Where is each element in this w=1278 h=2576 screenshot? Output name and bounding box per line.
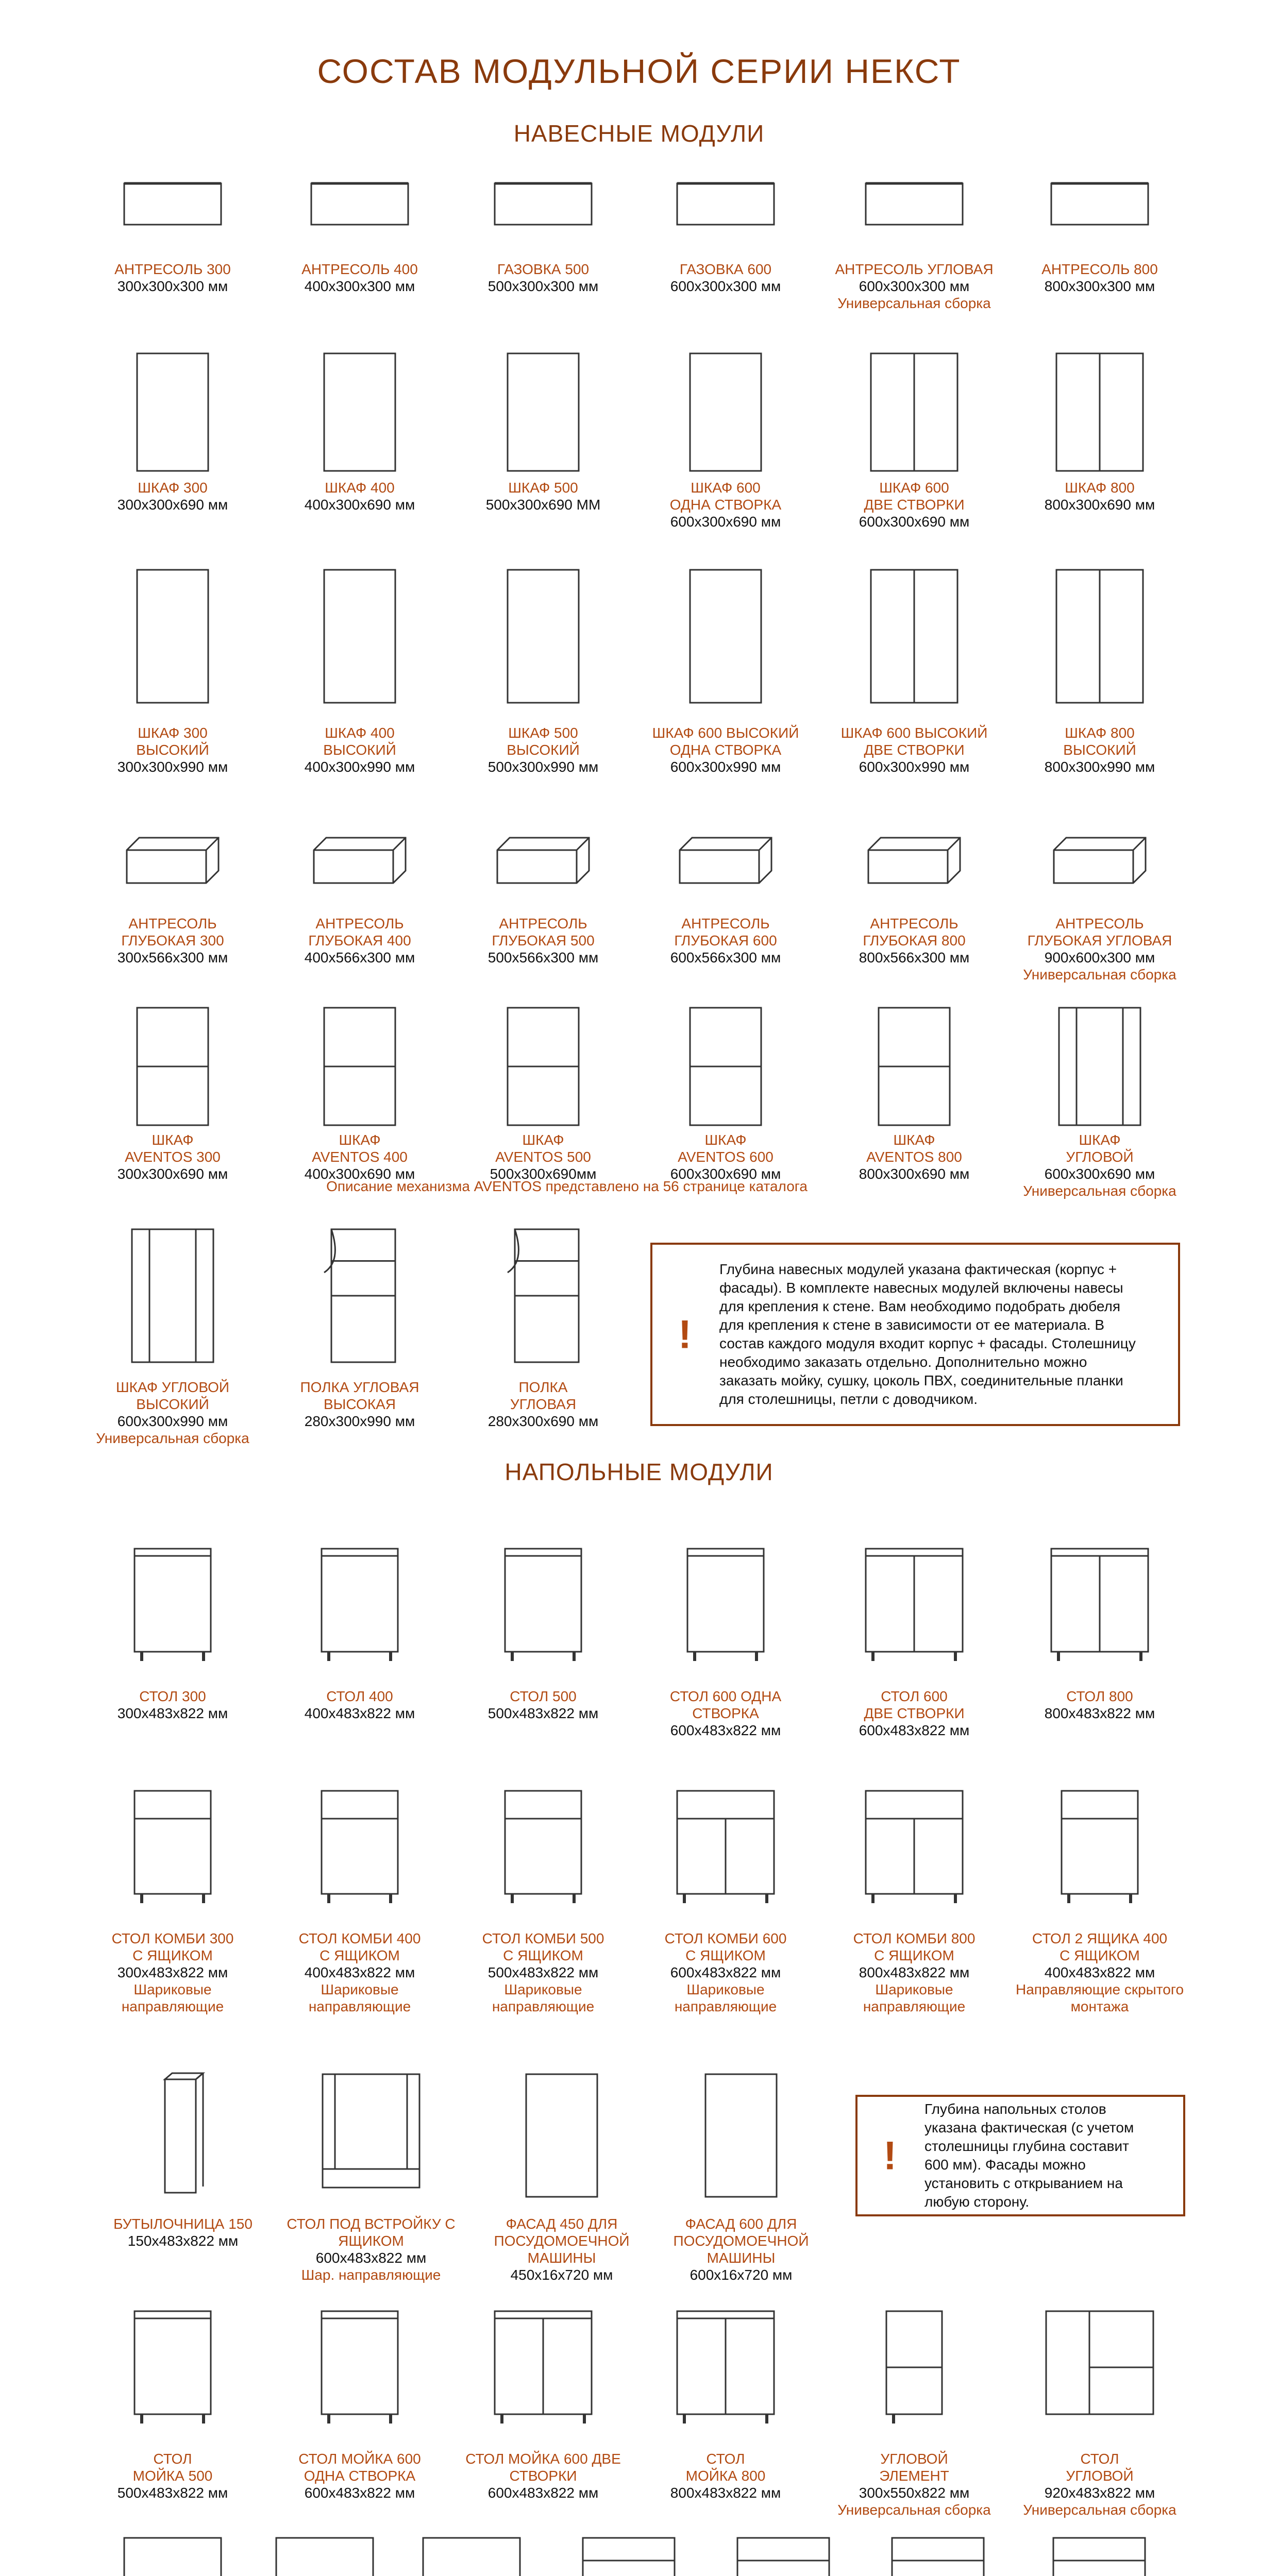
module-note: Универсальная сборка bbox=[1023, 967, 1176, 982]
floor-drawers-2-icon bbox=[242, 2535, 407, 2576]
module-dimensions: 280х300х690 мм bbox=[487, 1413, 599, 1429]
wall-module bbox=[633, 479, 818, 530]
module-label: АНТРЕСОЛЬ ГЛУБОКАЯ 400 bbox=[308, 916, 411, 948]
module-dimensions: 900х600х300 мм bbox=[1044, 950, 1155, 965]
wall-module bbox=[267, 724, 452, 775]
floor-drawers-3-icon bbox=[546, 2535, 711, 2576]
module-dimensions: 400х566х300 мм bbox=[304, 950, 415, 965]
wall-module bbox=[450, 261, 636, 295]
module-label: АНТРЕСОЛЬ ГЛУБОКАЯ 300 bbox=[121, 916, 224, 948]
wall-cabinet-aventos-icon bbox=[90, 1005, 255, 1128]
module-dimensions: 500х300х690 ММ bbox=[485, 497, 601, 513]
wall-cabinet-small-icon bbox=[643, 180, 808, 228]
module-label: ГАЗОВКА 500 bbox=[497, 261, 590, 277]
module-dimensions: 500х483х822 мм bbox=[487, 1705, 599, 1721]
floor-drawers-2-icon bbox=[389, 2535, 554, 2576]
floor-drawers-3-icon bbox=[1017, 2535, 1182, 2576]
module-dimensions: 600х300х300 мм bbox=[670, 278, 781, 294]
floor-section-title: НАПОЛЬНЫЕ МОДУЛИ bbox=[505, 1459, 773, 1485]
wall-info-box bbox=[650, 1243, 1180, 1426]
floor-module bbox=[267, 1930, 452, 2015]
module-label: ГАЗОВКА 600 bbox=[679, 261, 772, 277]
wall-cabinet-small-icon bbox=[461, 180, 626, 228]
floor-drawers-3-icon bbox=[701, 2535, 866, 2576]
module-label: ШКАФ 600 ОДНА СТВОРКА bbox=[669, 480, 782, 513]
module-dimensions: 600х483х822 мм bbox=[859, 1722, 970, 1738]
wall-cabinet-deep-icon bbox=[90, 835, 255, 886]
wall-module bbox=[633, 915, 818, 966]
wall-cabinet-tall-icon bbox=[90, 567, 255, 706]
module-label: АНТРЕСОЛЬ ГЛУБОКАЯ УГЛОВАЯ bbox=[1027, 916, 1172, 948]
floor-facade-icon bbox=[479, 2071, 644, 2200]
module-label: АНТРЕСОЛЬ 800 bbox=[1041, 261, 1158, 277]
module-dimensions: 300х300х690 мм bbox=[117, 497, 228, 513]
wall-info-text: Глубина навесных модулей указана фактическая (корпус + фасады). В комплекте навесных модулей включены навесы для крепления к стене. Вам необходимо подобрать дюбеля для крепления к стене в зависимости от ее материала. В состав каждого модуля входит корпус + фасады. Столешницу необходимо заказать отдельно. Дополнительно можно заказать мойку, сушку, цоколь ПВХ, соединительные планки для столешницы, петли с доводчиком. bbox=[719, 1261, 1136, 1407]
floor-base-single-icon bbox=[277, 2308, 442, 2427]
floor-base-double-icon bbox=[461, 2308, 626, 2427]
module-note: Шар. направляющие bbox=[301, 2267, 441, 2283]
module-dimensions: 300х483х822 мм bbox=[117, 1705, 228, 1721]
module-label: СТОЛ 600 ОДНА СТВОРКА bbox=[669, 1688, 782, 1721]
wall-cabinet-tall-icon bbox=[461, 350, 626, 474]
module-dimensions: 800х483х822 мм bbox=[1044, 1705, 1155, 1721]
wall-module bbox=[821, 261, 1007, 312]
wall-cabinet-tall-double-icon bbox=[1017, 567, 1182, 706]
floor-module bbox=[1007, 1930, 1192, 2015]
floor-module bbox=[80, 1930, 265, 2015]
floor-info-box bbox=[855, 2095, 1185, 2216]
wall-cabinet-deep-icon bbox=[461, 835, 626, 886]
module-dimensions: 600х566х300 мм bbox=[670, 950, 781, 965]
module-label: ШКАФ 400 bbox=[325, 480, 395, 496]
floor-drawers-3-icon bbox=[855, 2535, 1020, 2576]
module-dimensions: 800х300х300 мм bbox=[1044, 278, 1155, 294]
wall-cabinet-aventos-icon bbox=[832, 1005, 997, 1128]
floor-base-combi-icon bbox=[461, 1788, 626, 1906]
module-dimensions: 400х300х990 мм bbox=[304, 759, 415, 775]
floor-base-single-icon bbox=[461, 1546, 626, 1664]
floor-module bbox=[450, 1930, 636, 2015]
floor-module bbox=[1007, 1688, 1192, 1722]
module-dimensions: 400х483х822 мм bbox=[304, 1964, 415, 1980]
module-dimensions: 600х483х822 мм bbox=[670, 1722, 781, 1738]
wall-cabinet-deep-icon bbox=[832, 835, 997, 886]
floor-base-combi-icon bbox=[90, 1788, 255, 1906]
floor-module bbox=[821, 2450, 1007, 2518]
module-label: ШКАФ 300 bbox=[138, 480, 208, 496]
module-dimensions: 600х483х822 мм bbox=[315, 2250, 427, 2266]
wall-cabinet-deep-icon bbox=[1017, 835, 1182, 886]
wall-cabinet-aventos-icon bbox=[643, 1005, 808, 1128]
module-label: ПОЛКА УГЛОВАЯ ВЫСОКАЯ bbox=[300, 1379, 419, 1412]
module-label: ШКАФ УГЛОВОЙ bbox=[1066, 1132, 1134, 1165]
floor-module bbox=[450, 2450, 636, 2501]
floor-module bbox=[821, 1688, 1007, 1739]
floor-base-corner-element-icon bbox=[832, 2308, 997, 2427]
wall-module bbox=[450, 1131, 636, 1182]
module-dimensions: 400х483х822 мм bbox=[304, 1705, 415, 1721]
floor-module bbox=[80, 1688, 265, 1722]
floor-module bbox=[267, 1688, 452, 1722]
floor-base-double-icon bbox=[832, 1546, 997, 1664]
module-label: СТОЛ МОЙКА 800 bbox=[685, 2451, 766, 2484]
wall-module bbox=[1007, 1131, 1192, 1199]
module-label: ШКАФ УГЛОВОЙ ВЫСОКИЙ bbox=[116, 1379, 229, 1412]
module-label: СТОЛ КОМБИ 500 С ЯЩИКОМ bbox=[482, 1930, 604, 1963]
floor-base-double-icon bbox=[1017, 1546, 1182, 1664]
module-label: БУТЫЛОЧНИЦА 150 bbox=[113, 2216, 253, 2232]
module-dimensions: 400х300х300 мм bbox=[304, 278, 415, 294]
page-title: СОСТАВ МОДУЛЬНОЙ СЕРИИ НЕКСТ bbox=[317, 52, 961, 90]
module-label: СТОЛ КОМБИ 800 С ЯЩИКОМ bbox=[853, 1930, 976, 1963]
module-dimensions: 600х16х720 мм bbox=[690, 2267, 793, 2283]
module-label: ШКАФ 600 ВЫСОКИЙ ОДНА СТВОРКА bbox=[652, 725, 799, 758]
module-label: ШКАФ 600 ВЫСОКИЙ ДВЕ СТВОРКИ bbox=[840, 725, 988, 758]
wall-module bbox=[80, 1131, 265, 1182]
floor-base-double-icon bbox=[643, 2308, 808, 2427]
floor-module bbox=[90, 2215, 276, 2249]
module-dimensions: 300х300х690 мм bbox=[117, 1166, 228, 1182]
module-note: Универсальная сборка bbox=[1023, 1183, 1176, 1199]
module-dimensions: 300х300х300 мм bbox=[117, 278, 228, 294]
wall-module bbox=[821, 1131, 1007, 1182]
module-label: СТОЛ КОМБИ 600 С ЯЩИКОМ bbox=[664, 1930, 787, 1963]
module-label: УГЛОВОЙ ЭЛЕМЕНТ bbox=[879, 2451, 949, 2484]
module-dimensions: 300х566х300 мм bbox=[117, 950, 228, 965]
wall-module bbox=[633, 261, 818, 295]
floor-module bbox=[821, 1930, 1007, 2015]
wall-cabinet-tall-icon bbox=[461, 567, 626, 706]
wall-module bbox=[80, 1379, 265, 1447]
wall-cabinet-tall-icon bbox=[277, 567, 442, 706]
module-dimensions: 450х16х720 мм bbox=[510, 2267, 613, 2283]
module-label: ШКАФ 600 ДВЕ СТВОРКИ bbox=[864, 480, 965, 513]
module-label: СТОЛ УГЛОВОЙ bbox=[1066, 2451, 1134, 2484]
module-label: СТОЛ 400 bbox=[326, 1688, 393, 1704]
floor-base-combi-double-icon bbox=[643, 1788, 808, 1906]
module-dimensions: 800х483х822 мм bbox=[859, 1964, 970, 1980]
warning-icon: ! bbox=[883, 2132, 897, 2178]
wall-cabinet-small-icon bbox=[277, 180, 442, 228]
floor-module bbox=[633, 1688, 818, 1739]
floor-base-combi-double-icon bbox=[832, 1788, 997, 1906]
module-label: СТОЛ МОЙКА 500 bbox=[132, 2451, 213, 2484]
floor-module bbox=[267, 2450, 452, 2501]
wall-module bbox=[80, 724, 265, 775]
wall-module bbox=[450, 479, 636, 513]
wall-cabinet-deep-icon bbox=[643, 835, 808, 886]
wall-shelf-open-icon bbox=[461, 1226, 626, 1365]
module-dimensions: 600х300х990 мм bbox=[117, 1413, 228, 1429]
module-dimensions: 920х483х822 мм bbox=[1044, 2485, 1155, 2501]
floor-module bbox=[80, 2450, 265, 2501]
module-label: ШКАФ AVENTOS 600 bbox=[678, 1132, 773, 1165]
module-label: АНТРЕСОЛЬ ГЛУБОКАЯ 500 bbox=[492, 916, 595, 948]
module-dimensions: 500х566х300 мм bbox=[487, 950, 599, 965]
module-label: АНТРЕСОЛЬ ГЛУБОКАЯ 800 bbox=[863, 916, 966, 948]
wall-section-title: НАВЕСНЫЕ МОДУЛИ bbox=[513, 120, 765, 147]
floor-base-corner-icon bbox=[1017, 2308, 1182, 2427]
module-label: АНТРЕСОЛЬ 300 bbox=[114, 261, 231, 277]
module-dimensions: 800х566х300 мм bbox=[859, 950, 970, 965]
wall-shelf-open-icon bbox=[277, 1226, 442, 1365]
module-label: СТОЛ 300 bbox=[139, 1688, 206, 1704]
module-dimensions: 600х483х822 мм bbox=[304, 2485, 415, 2501]
module-label: ШКАФ AVENTOS 800 bbox=[866, 1132, 962, 1165]
module-dimensions: 500х300х690мм bbox=[490, 1166, 597, 1182]
floor-module bbox=[648, 2215, 834, 2283]
wall-module bbox=[633, 724, 818, 775]
module-note: Универсальная сборка bbox=[96, 1430, 249, 1446]
wall-module bbox=[267, 915, 452, 966]
wall-cabinet-tall-icon bbox=[643, 350, 808, 474]
floor-base-single-icon bbox=[643, 1546, 808, 1664]
floor-bottle-icon bbox=[100, 2071, 265, 2200]
module-note: Шариковые направляющие bbox=[308, 1981, 411, 2014]
module-label: ФАСАД 450 ДЛЯ ПОСУДОМОЕЧНОЙ МАШИНЫ bbox=[494, 2216, 630, 2266]
module-label: АНТРЕСОЛЬ ГЛУБОКАЯ 600 bbox=[674, 916, 777, 948]
module-dimensions: 500х483х822 мм bbox=[117, 2485, 228, 2501]
floor-base-single-icon bbox=[90, 2308, 255, 2427]
wall-cabinet-small-icon bbox=[1017, 180, 1182, 228]
wall-module bbox=[450, 1379, 636, 1430]
module-dimensions: 500х300х300 мм bbox=[487, 278, 599, 294]
module-label: ФАСАД 600 ДЛЯ ПОСУДОМОЕЧНОЙ МАШИНЫ bbox=[673, 2216, 809, 2266]
module-label: ШКАФ AVENTOS 500 bbox=[495, 1132, 591, 1165]
floor-info-text: Глубина напольных столов указана фактическая (с учетом столешницы глубина составит 600 мм). Фасады можно установить с открыванием на любую сторону. bbox=[924, 2101, 1134, 2210]
wall-module bbox=[80, 261, 265, 295]
wall-cabinet-corner-icon bbox=[90, 1226, 255, 1365]
floor-drawers-2-icon bbox=[90, 2535, 255, 2576]
floor-module bbox=[469, 2215, 654, 2283]
module-label: ШКАФ 500 bbox=[508, 480, 578, 496]
floor-base-single-icon bbox=[277, 1546, 442, 1664]
module-label: СТОЛ КОМБИ 300 С ЯЩИКОМ bbox=[111, 1930, 234, 1963]
module-label: ПОЛКА УГЛОВАЯ bbox=[510, 1379, 577, 1412]
wall-module bbox=[267, 1379, 452, 1430]
module-note: Шариковые направляющие bbox=[863, 1981, 966, 2014]
floor-base-combi-icon bbox=[1017, 1788, 1182, 1906]
module-dimensions: 800х300х690 мм bbox=[1044, 497, 1155, 513]
floor-base-combi-icon bbox=[277, 1788, 442, 1906]
module-label: ШКАФ 400 ВЫСОКИЙ bbox=[323, 725, 396, 758]
wall-module bbox=[450, 724, 636, 775]
wall-module bbox=[80, 915, 265, 966]
wall-cabinet-tall-icon bbox=[643, 567, 808, 706]
module-dimensions: 300х300х990 мм bbox=[117, 759, 228, 775]
floor-facade-icon bbox=[659, 2071, 823, 2200]
wall-cabinet-deep-icon bbox=[277, 835, 442, 886]
wall-module bbox=[80, 479, 265, 513]
module-label: ШКАФ AVENTOS 400 bbox=[312, 1132, 408, 1165]
module-dimensions: 600х483х822 мм bbox=[670, 1964, 781, 1980]
wall-module bbox=[450, 915, 636, 966]
wall-module bbox=[1007, 479, 1192, 513]
wall-cabinet-corner-icon bbox=[1017, 1005, 1182, 1128]
wall-module bbox=[633, 1131, 818, 1182]
module-dimensions: 800х300х990 мм bbox=[1044, 759, 1155, 775]
wall-module bbox=[267, 479, 452, 513]
wall-cabinet-tall-double-icon bbox=[1017, 350, 1182, 474]
module-label: СТОЛ ПОД ВСТРОЙКУ С ЯЩИКОМ bbox=[287, 2216, 456, 2249]
wall-module bbox=[1007, 724, 1192, 775]
module-note: Универсальная сборка bbox=[837, 295, 991, 311]
module-label: ШКАФ 800 ВЫСОКИЙ bbox=[1063, 725, 1136, 758]
module-label: ШКАФ 500 ВЫСОКИЙ bbox=[507, 725, 580, 758]
aventos-note: Описание механизма AVENTOS представлено на 56 странице каталога bbox=[326, 1178, 808, 1194]
floor-module bbox=[1007, 2450, 1192, 2518]
module-dimensions: 150х483х822 мм bbox=[127, 2233, 239, 2249]
module-label: АНТРЕСОЛЬ УГЛОВАЯ bbox=[835, 261, 994, 277]
module-note: Шариковые направляющие bbox=[492, 1981, 595, 2014]
module-label: СТОЛ КОМБИ 400 С ЯЩИКОМ bbox=[298, 1930, 421, 1963]
module-dimensions: 600х300х300 мм bbox=[859, 278, 970, 294]
wall-module bbox=[821, 724, 1007, 775]
module-dimensions: 300х483х822 мм bbox=[117, 1964, 228, 1980]
wall-cabinet-tall-icon bbox=[90, 350, 255, 474]
module-dimensions: 300х550х822 мм bbox=[859, 2485, 970, 2501]
wall-module bbox=[1007, 915, 1192, 983]
floor-base-single-icon bbox=[90, 1546, 255, 1664]
module-dimensions: 600х300х690 мм bbox=[670, 1166, 781, 1182]
module-dimensions: 280х300х990 мм bbox=[304, 1413, 415, 1429]
module-label: АНТРЕСОЛЬ 400 bbox=[301, 261, 418, 277]
wall-module bbox=[821, 915, 1007, 966]
module-label: СТОЛ 600 ДВЕ СТВОРКИ bbox=[864, 1688, 965, 1721]
wall-cabinet-small-icon bbox=[90, 180, 255, 228]
wall-cabinet-small-icon bbox=[832, 180, 997, 228]
floor-base-oven-icon bbox=[289, 2071, 453, 2200]
floor-module bbox=[450, 1688, 636, 1722]
module-dimensions: 600х483х822 мм bbox=[487, 2485, 599, 2501]
module-label: ШКАФ 800 bbox=[1065, 480, 1135, 496]
module-label: СТОЛ 2 ЯЩИКА 400 С ЯЩИКОМ bbox=[1032, 1930, 1168, 1963]
wall-module bbox=[1007, 261, 1192, 295]
module-dimensions: 600х300х990 мм bbox=[859, 759, 970, 775]
module-dimensions: 800х483х822 мм bbox=[670, 2485, 781, 2501]
module-dimensions: 800х300х690 мм bbox=[859, 1166, 970, 1182]
module-dimensions: 400х483х822 мм bbox=[1044, 1964, 1155, 1980]
module-dimensions: 600х300х990 мм bbox=[670, 759, 781, 775]
wall-cabinet-tall-icon bbox=[277, 350, 442, 474]
warning-icon: ! bbox=[678, 1311, 692, 1357]
module-dimensions: 600х300х690 мм bbox=[1044, 1166, 1155, 1182]
wall-module bbox=[267, 1131, 452, 1182]
wall-cabinet-aventos-icon bbox=[277, 1005, 442, 1128]
module-label: ШКАФ AVENTOS 300 bbox=[125, 1132, 221, 1165]
module-dimensions: 600х300х690 мм bbox=[859, 514, 970, 530]
module-note: Шариковые направляющие bbox=[674, 1981, 777, 2014]
wall-module bbox=[821, 479, 1007, 530]
wall-cabinet-tall-double-icon bbox=[832, 350, 997, 474]
module-label: СТОЛ МОЙКА 600 ДВЕ СТВОРКИ bbox=[465, 2451, 621, 2484]
module-note: Универсальная сборка bbox=[1023, 2502, 1176, 2518]
wall-cabinet-tall-double-icon bbox=[832, 567, 997, 706]
module-dimensions: 500х483х822 мм bbox=[487, 1964, 599, 1980]
module-label: СТОЛ МОЙКА 600 ОДНА СТВОРКА bbox=[298, 2451, 421, 2484]
module-dimensions: 600х300х690 мм bbox=[670, 514, 781, 530]
module-note: Шариковые направляющие bbox=[121, 1981, 224, 2014]
floor-module bbox=[633, 2450, 818, 2501]
module-label: ШКАФ 300 ВЫСОКИЙ bbox=[136, 725, 209, 758]
module-dimensions: 400х300х690 мм bbox=[304, 497, 415, 513]
wall-module bbox=[267, 261, 452, 295]
floor-module bbox=[633, 1930, 818, 2015]
module-dimensions: 400х300х690 мм bbox=[304, 1166, 415, 1182]
module-note: Универсальная сборка bbox=[837, 2502, 991, 2518]
module-note: Направляющие скрытого монтажа bbox=[1015, 1981, 1184, 2014]
wall-cabinet-aventos-icon bbox=[461, 1005, 626, 1128]
floor-module bbox=[278, 2215, 464, 2283]
module-label: СТОЛ 500 bbox=[510, 1688, 577, 1704]
module-dimensions: 500х300х990 мм bbox=[487, 759, 599, 775]
module-label: СТОЛ 800 bbox=[1066, 1688, 1133, 1704]
